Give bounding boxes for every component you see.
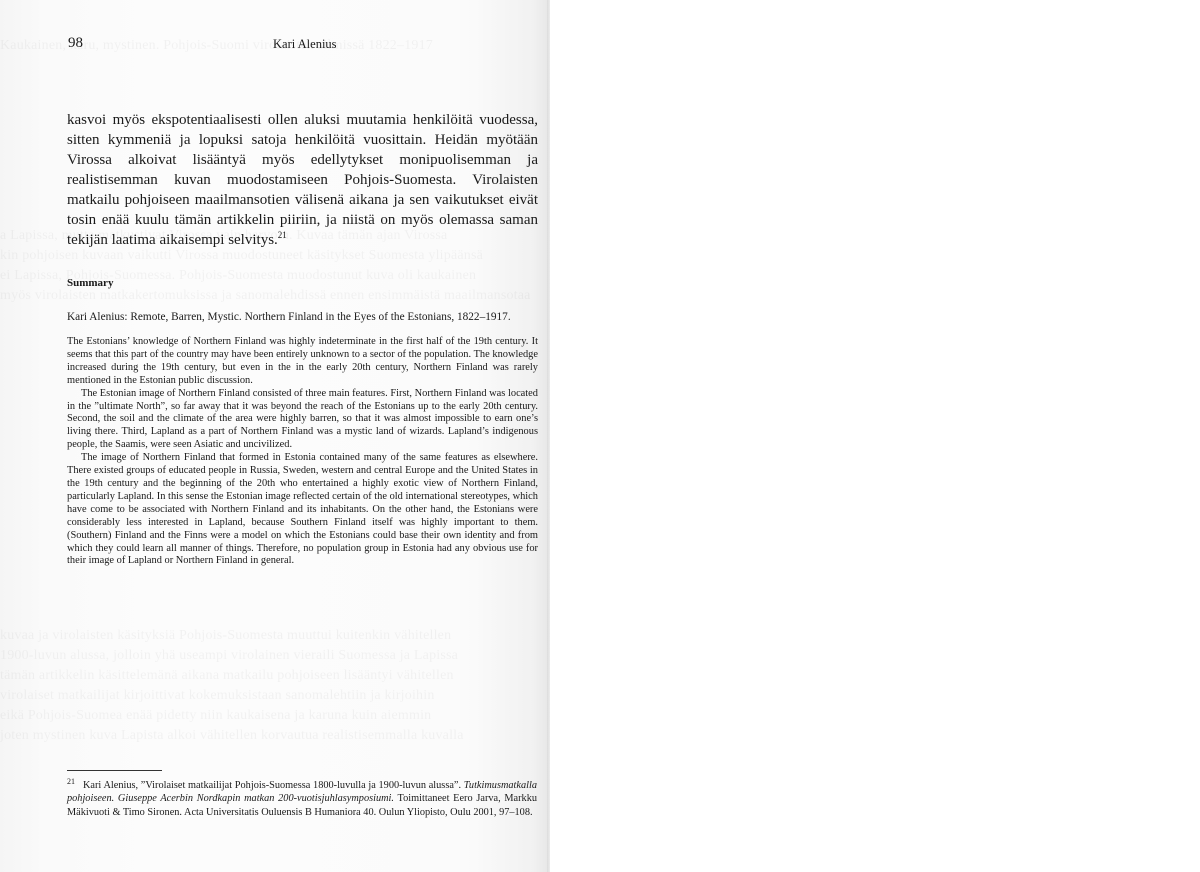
running-head: Kari Alenius — [273, 37, 337, 51]
summary-paragraph: The Estonians’ knowledge of Northern Finland was highly indeterminate in the first half of the 19th century. It seems that this part of the country may have been entirely unknown to a sector of the population. The knowledge increased during the 19th century, but even in the in the early 20th century, Northern Finland was rarely mentioned in the Estonian public discussion. — [67, 336, 538, 386]
body-paragraph — [67, 110, 538, 250]
footnote-separator — [67, 770, 162, 771]
show-through-text — [0, 728, 540, 746]
summary-article-title: Kari Alenius: Remote, Barren, Mystic. Northern Finland in the Eyes of the Estonians, 1822–1917. — [67, 311, 511, 323]
footnote-reference: 21 — [277, 230, 287, 240]
summary-paragraph: The image of Northern Finland that formed in Estonia contained many of the same features as elsewhere. There existed groups of educated people in Russia, Sweden, western and central Europe and the United States in the 19th century and the beginning of the 20th who entertained a highly exotic view of Northern Finland, particularly Lapland. In this sense the Estonian image reflected certain of the old international stereotypes, which have come to be associated with Northern Finland and its inhabitants. On the other hand, the Estonians were considerably less interested in Lapland, because Southern Finland itself was highly important to them. (Southern) Finland and the Finns were a model on which the Estonians could base their own identity and from which they could learn all manner of things. Therefore, no population group in Estonia had any obvious use for their image of Lapland or Northern Finland in general. — [67, 452, 538, 567]
show-through-text — [0, 248, 540, 266]
show-through-text — [0, 288, 540, 306]
footnote-text: Toimittaneet Eero Jarva, Markku Mäkivuoti & Timo Sironen. Acta Universitatis Ouluensis B Humaniora 40. Oulun Yliopisto, Oulu 2001, 97–108. — [67, 793, 537, 818]
footnote-text: Kari Alenius, ”Virolaiset matkailijat Pohjois-Suomessa 1800-luvulla ja 1900-luvun alussa”. — [83, 780, 464, 791]
summary-paragraph: The Estonian image of Northern Finland consisted of three main features. First, Northern Finland was located in the ”ultimate North”, so far away that it was beyond the reach of the Estonians up to the early 20th century. Second, the soil and the climate of the area were highly barren, so that it was almost impossible to earn one’s living there. Third, Lapland as a part of Northern Finland was a mystic land of wizards. Lapland’s indigenous people, the Saamis, were seen Asiatic and uncivilized. — [67, 387, 538, 451]
footnote-italic-title: Tutkimusmatkalla pohjoiseen. Giuseppe Acerbin Nordkapin matkan 200-vuotisjuhlasymposiumi. — [67, 780, 537, 805]
footnote: 21 Kari Alenius, ”Virolaiset matkailijat Pohjois-Suomessa 1800-luvulla ja 1900-luvun alussa”. Tutkimusmatkalla pohjoiseen. Giuseppe Acerbin Nordkapin matkan 200-vuotisjuhlasymposiumi. Toimittaneet Eero Jarva, Markku Mäkivuoti & Timo Sironen. Acta Universitatis Ouluensis B Humaniora 40. Oulun Yliopisto, Oulu 2001, 97–108. — [67, 777, 537, 818]
book-page — [0, 0, 550, 872]
show-through-text — [0, 688, 540, 706]
summary-body — [67, 336, 538, 568]
page-edge-shadow — [547, 0, 550, 872]
show-through-text — [0, 648, 540, 666]
body-text: kasvoi myös ekspotentiaalisesti ollen aluksi muutamia henkilöitä vuodessa, sitten kymmeniä ja lopuksi satoja henkilöitä vuosittain. Heidän myötään Virossa alkoivat lisääntyä myös edellytykset monipuolisemman ja realistisemman kuvan muodostamiseen Pohjois-Suomesta. Virolaisten matkailu pohjoiseen maailmansotien välisenä aikana ja sen vaikutukset eivät tosin enää kuulu tämän artikkelin piiriin, ja niistä on myös olemassa saman tekijän laatima aikaisempi selvitys. — [67, 112, 538, 248]
summary-heading: Summary — [67, 277, 114, 289]
page-number: 98 — [68, 35, 83, 51]
show-through-text — [0, 628, 540, 646]
show-through-text — [0, 708, 540, 726]
show-through-text — [0, 668, 540, 686]
